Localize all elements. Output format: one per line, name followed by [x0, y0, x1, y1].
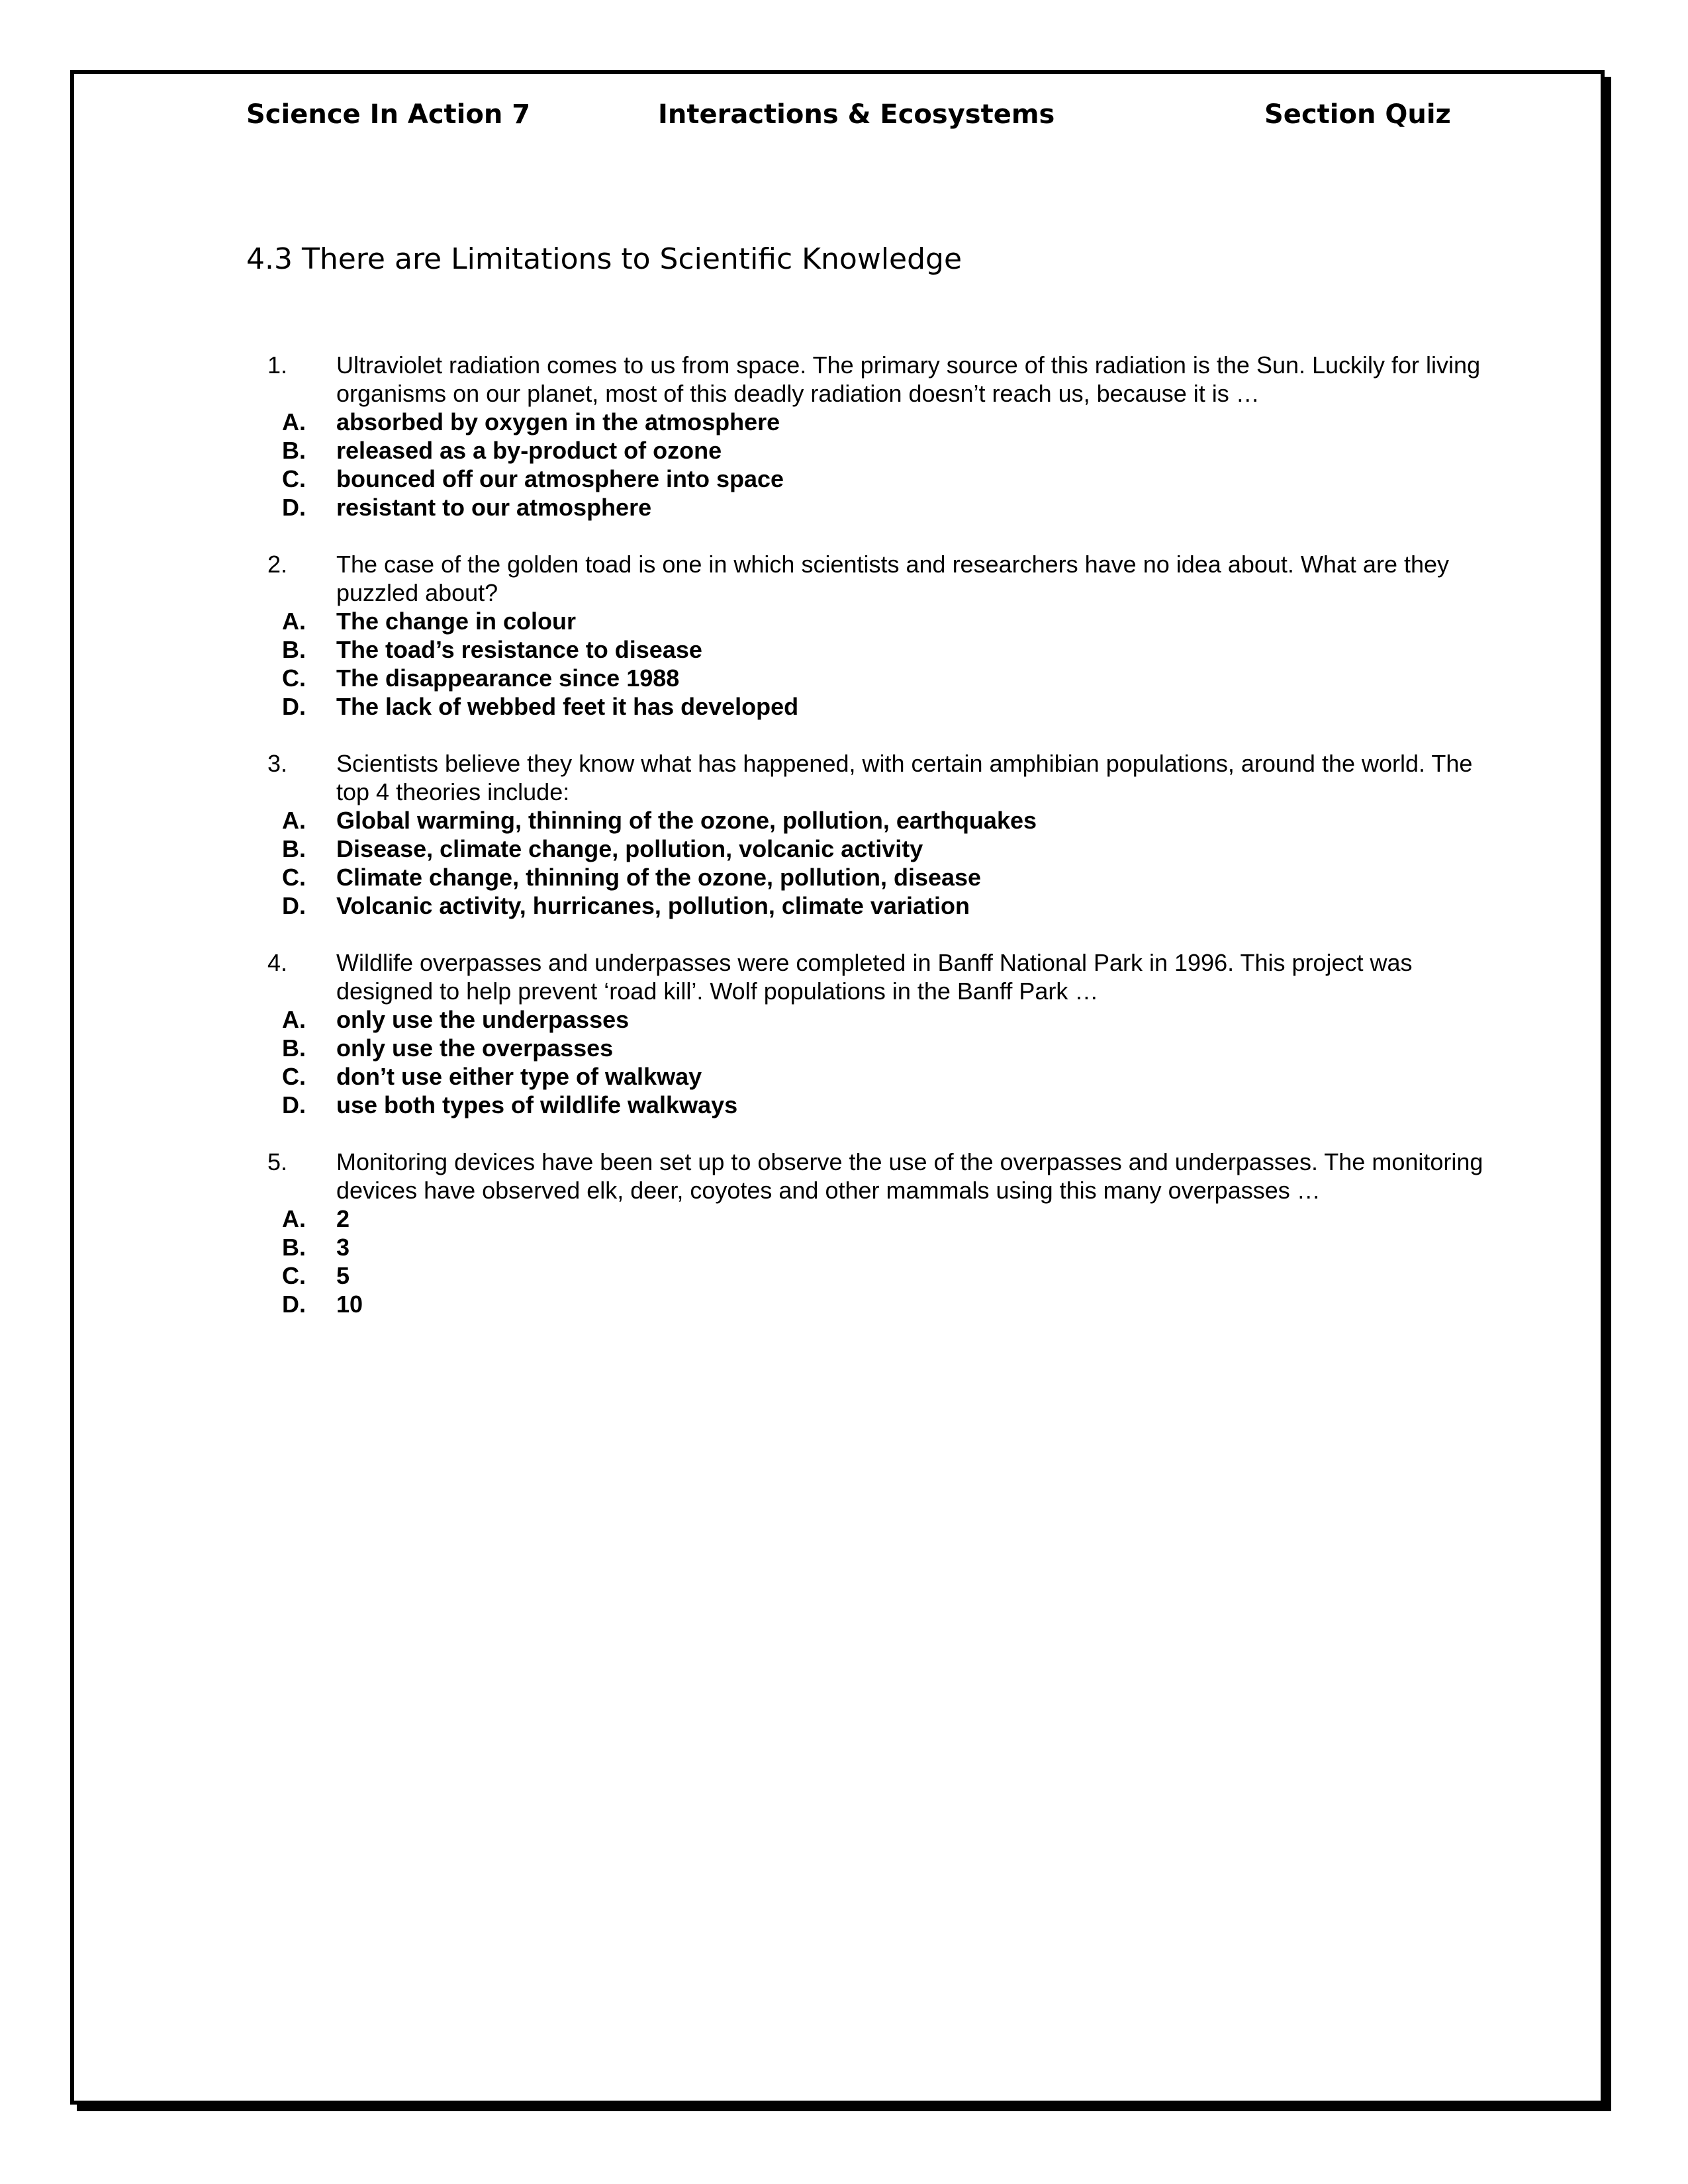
- answer-option: [0, 465, 1688, 493]
- option-letter: B.: [282, 835, 306, 862]
- option-text: only use the underpasses: [336, 1006, 630, 1033]
- option-text: resistant to our atmosphere: [336, 494, 652, 521]
- answer-option: [0, 891, 1688, 920]
- option-text: use both types of wildlife walkways: [336, 1091, 738, 1118]
- answer-option: [0, 607, 1688, 635]
- question-stem: [0, 948, 1688, 1005]
- option-letter: B.: [282, 1234, 306, 1261]
- option-text: Climate change, thinning of the ozone, pollution, disease: [336, 864, 982, 891]
- section-title: 4.3 There are Limitations to Scientific Knowledge: [246, 242, 962, 276]
- question-text: Scientists believe they know what has happened, with certain amphibian populations, around the world. The top 4 theories include:: [336, 750, 1473, 805]
- option-letter: A.: [282, 807, 306, 834]
- answer-option: [0, 1005, 1688, 1034]
- option-letter: C.: [282, 465, 306, 492]
- option-letter: C.: [282, 864, 306, 891]
- question-4: [0, 948, 1688, 1119]
- question-text: Monitoring devices have been set up to observe the use of the overpasses and underpasses. The monitoring devices have observed elk, deer, coyotes and other mammals using this many overpasses …: [336, 1148, 1483, 1204]
- question-number: 4.: [267, 949, 288, 976]
- answer-option: [0, 1261, 1688, 1290]
- page-header: [246, 99, 1451, 139]
- answer-option: [0, 664, 1688, 692]
- question-text: The case of the golden toad is one in which scientists and researchers have no idea about. What are they puzzled about?: [336, 551, 1450, 606]
- option-letter: D.: [282, 1291, 306, 1318]
- option-text: 3: [336, 1234, 350, 1261]
- question-number: 5.: [267, 1148, 288, 1175]
- answer-option: [0, 863, 1688, 891]
- answer-option: [0, 436, 1688, 465]
- option-text: don’t use either type of walkway: [336, 1063, 702, 1090]
- option-letter: A.: [282, 1205, 306, 1232]
- option-text: Disease, climate change, pollution, volcanic activity: [336, 835, 923, 862]
- option-letter: C.: [282, 664, 306, 692]
- option-letter: A.: [282, 608, 306, 635]
- option-text: only use the overpasses: [336, 1034, 614, 1062]
- answer-option: [0, 1062, 1688, 1091]
- option-text: 2: [336, 1205, 350, 1232]
- question-list: [0, 351, 1688, 1347]
- answer-option: [0, 1233, 1688, 1261]
- question-text: Wildlife overpasses and underpasses were completed in Banff National Park in 1996. This project was designed to help prevent ‘road kill’. Wolf populations in the Banff Park …: [336, 949, 1413, 1005]
- question-stem: [0, 351, 1688, 408]
- option-text: released as a by-product of ozone: [336, 437, 722, 464]
- option-text: The change in colour: [336, 608, 577, 635]
- option-letter: B.: [282, 437, 306, 464]
- question-stem: [0, 1148, 1688, 1205]
- question-1: [0, 351, 1688, 522]
- answer-option: [0, 806, 1688, 835]
- option-text: The lack of webbed feet it has developed: [336, 693, 799, 720]
- option-letter: D.: [282, 892, 306, 919]
- answer-option: [0, 1290, 1688, 1318]
- option-letter: D.: [282, 1091, 306, 1118]
- option-text: 10: [336, 1291, 363, 1318]
- question-number: 1.: [267, 351, 288, 379]
- question-3: [0, 749, 1688, 920]
- answer-option: [0, 835, 1688, 863]
- answer-option: [0, 1205, 1688, 1233]
- question-number: 3.: [267, 750, 288, 777]
- question-stem: [0, 749, 1688, 806]
- option-letter: C.: [282, 1063, 306, 1090]
- option-letter: B.: [282, 1034, 306, 1062]
- question-5: [0, 1148, 1688, 1318]
- option-text: The disappearance since 1988: [336, 664, 680, 692]
- answer-option: [0, 493, 1688, 522]
- option-letter: B.: [282, 636, 306, 663]
- option-text: absorbed by oxygen in the atmosphere: [336, 408, 780, 435]
- answer-option: [0, 408, 1688, 436]
- question-2: [0, 550, 1688, 721]
- answer-option: [0, 635, 1688, 664]
- option-letter: A.: [282, 1006, 306, 1033]
- header-quiz-label: Section Quiz: [1264, 99, 1451, 130]
- question-stem: [0, 550, 1688, 607]
- option-letter: A.: [282, 408, 306, 435]
- question-text: Ultraviolet radiation comes to us from space. The primary source of this radiation is the Sun. Luckily for living organisms on our planet, most of this deadly radiation doesn’t reach us, because it is …: [336, 351, 1481, 407]
- answer-option: [0, 1034, 1688, 1062]
- answer-option: [0, 692, 1688, 721]
- header-unit-title: Interactions & Ecosystems: [658, 99, 1055, 130]
- answer-option: [0, 1091, 1688, 1119]
- option-text: bounced off our atmosphere into space: [336, 465, 784, 492]
- option-text: The toad’s resistance to disease: [336, 636, 702, 663]
- option-letter: D.: [282, 494, 306, 521]
- option-text: Global warming, thinning of the ozone, pollution, earthquakes: [336, 807, 1037, 834]
- option-text: 5: [336, 1262, 350, 1289]
- header-course-title: Science In Action 7: [246, 99, 531, 130]
- option-text: Volcanic activity, hurricanes, pollution, climate variation: [336, 892, 970, 919]
- question-number: 2.: [267, 551, 288, 578]
- option-letter: C.: [282, 1262, 306, 1289]
- option-letter: D.: [282, 693, 306, 720]
